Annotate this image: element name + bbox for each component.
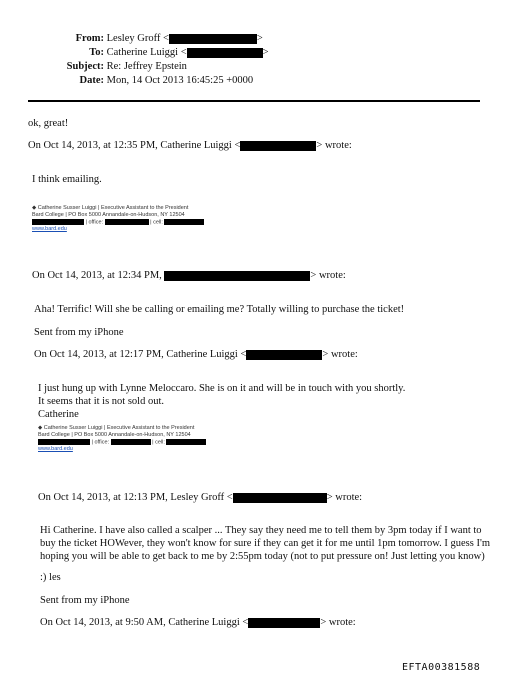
- message-text-2: Aha! Terrific! Will she be calling or emailing me? Totally willing to purchase the ticket!: [34, 304, 405, 315]
- redaction: [169, 34, 257, 44]
- signature-block-1: ◆ Catherine Susser Luiggi | Executive Assistant to the President Bard College | PO Box 5000 Annandale-on-Hudson, NY 12504 | office: | cell: www.bard.edu: [32, 205, 204, 233]
- redaction: [246, 350, 322, 360]
- header-divider: [28, 100, 480, 102]
- quote-header-3: On Oct 14, 2013, at 12:17 PM, Catherine Luiggi < > wrote:: [34, 349, 358, 360]
- redaction: [105, 219, 149, 225]
- reply-text: ok, great!: [28, 118, 69, 129]
- quote-header-5: On Oct 14, 2013, at 9:50 AM, Catherine Luiggi < > wrote:: [40, 617, 356, 628]
- redaction: [164, 219, 204, 225]
- quote-header-2: On Oct 14, 2013, at 12:34 PM, > wrote:: [32, 270, 346, 281]
- to-label: To:: [89, 47, 104, 58]
- redaction: [240, 141, 316, 151]
- redaction: [38, 439, 90, 445]
- subject-row: [40, 60, 269, 74]
- redaction: [233, 493, 327, 503]
- redaction: [164, 271, 310, 281]
- date-row: [40, 74, 269, 88]
- redaction: [166, 439, 206, 445]
- email-header: [40, 32, 269, 88]
- message-text-3: I just hung up with Lynne Meloccaro. She is on it and will be in touch with you shortly. It seems that it is not sold out. Catherine: [38, 383, 406, 420]
- from-value: Lesley Groff <: [106, 33, 169, 44]
- redaction: [187, 48, 263, 58]
- date-value: Mon, 14 Oct 2013 16:45:25 +0000: [106, 75, 254, 86]
- from-row: From: Lesley Groff < >: [75, 33, 263, 44]
- redaction: [248, 618, 320, 628]
- bard-website-link[interactable]: www.bard.edu: [32, 226, 67, 233]
- redaction: [32, 219, 84, 225]
- sent-from-iphone-2: Sent from my iPhone: [40, 595, 130, 606]
- sign-off: :) les: [40, 572, 61, 583]
- to-value: Catherine Luiggi <: [106, 47, 187, 58]
- message-text-4: Hi Catherine. I have also called a scalper ... They say they need me to tell them by 3pm today if I want to buy the ticket HOWever, they won't know for sure if they can get it for me until 1pm tomorrow. I guess I'm hoping you will be able to get back to me by 2:55pm today (not to put pressure on! Just letting you know): [40, 525, 491, 562]
- quote-header-4: On Oct 14, 2013, at 12:13 PM, Lesley Groff < > wrote:: [38, 492, 363, 503]
- date-label: Date:: [79, 75, 104, 86]
- sent-from-iphone-1: Sent from my iPhone: [34, 327, 124, 338]
- signature-block-2: ◆ Catherine Susser Luiggi | Executive Assistant to the President Bard College | PO Box 5000 Annandale-on-Hudson, NY 12504 | office: | cell: www.bard.edu: [38, 425, 206, 453]
- to-row: To: Catherine Luiggi < >: [89, 47, 269, 58]
- subject-label: Subject:: [66, 61, 104, 72]
- quote-header-1: On Oct 14, 2013, at 12:35 PM, Catherine Luiggi < > wrote:: [28, 140, 352, 151]
- bates-number: EFTA00381588: [402, 662, 481, 673]
- message-text-1: I think emailing.: [32, 174, 102, 185]
- from-label: From:: [75, 33, 104, 44]
- bard-website-link[interactable]: www.bard.edu: [38, 446, 73, 453]
- subject-value: Re: Jeffrey Epstein: [106, 61, 187, 72]
- redaction: [111, 439, 151, 445]
